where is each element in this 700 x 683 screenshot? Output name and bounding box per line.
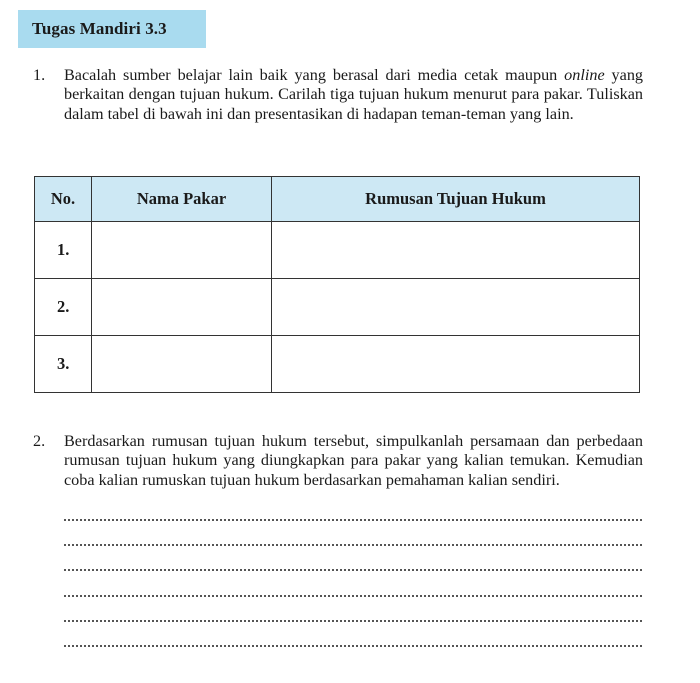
rumusan-cell[interactable] [272, 222, 640, 279]
task-title [18, 10, 206, 48]
header-rumusan-tujuan-hukum: Rumusan Tujuan Hukum [272, 177, 640, 222]
rumusan-cell[interactable] [272, 336, 640, 393]
nama-pakar-cell[interactable] [92, 279, 272, 336]
question-1-text-italic: online [564, 66, 605, 84]
answer-lines [64, 518, 642, 669]
row-number: 3. [35, 336, 92, 393]
question-1 [33, 66, 643, 124]
answer-line[interactable] [64, 568, 642, 571]
table-header-row [35, 177, 640, 222]
header-no: No. [35, 177, 92, 222]
question-1-text-after: yang berkaitan dengan tujuan hukum. Carilah tiga tujuan hukum menurut para pakar. Tuliskan dalam tabel di bawah ini dan presentasikan di hadapan teman-teman yang lain. [64, 66, 644, 123]
answer-line[interactable] [64, 619, 642, 622]
answer-line[interactable] [64, 518, 642, 521]
nama-pakar-cell[interactable] [92, 336, 272, 393]
question-2-text: Berdasarkan rumusan tujuan hukum tersebut, simpulkanlah persamaan dan perbedaan rumusan tujuan hukum yang diungkapkan para pakar yang kalian temukan. Kemudian coba kalian rumuskan tujuan hukum berdasarkan pemahaman kalian sendiri. [64, 432, 643, 489]
header-nama-pakar: Nama Pakar [92, 177, 272, 222]
row-number: 2. [35, 279, 92, 336]
answer-line[interactable] [64, 644, 642, 647]
answer-line[interactable] [64, 594, 642, 597]
row-number: 1. [35, 222, 92, 279]
rumusan-cell[interactable] [272, 279, 640, 336]
answer-table-wrapper [34, 176, 640, 393]
answer-line[interactable] [64, 543, 642, 546]
table-row [35, 336, 640, 393]
nama-pakar-cell[interactable] [92, 222, 272, 279]
question-1-number: 1. [33, 66, 46, 84]
question-1-text [64, 66, 643, 124]
table-row [35, 279, 640, 336]
question-1-text-before: Bacalah sumber belajar lain baik yang berasal dari media cetak maupun [64, 66, 565, 84]
task-title-text: Tugas Mandiri 3.3 [32, 19, 167, 38]
table-row [35, 222, 640, 279]
question-2 [33, 432, 643, 490]
question-2-number: 2. [33, 432, 46, 450]
answer-table [34, 176, 640, 393]
